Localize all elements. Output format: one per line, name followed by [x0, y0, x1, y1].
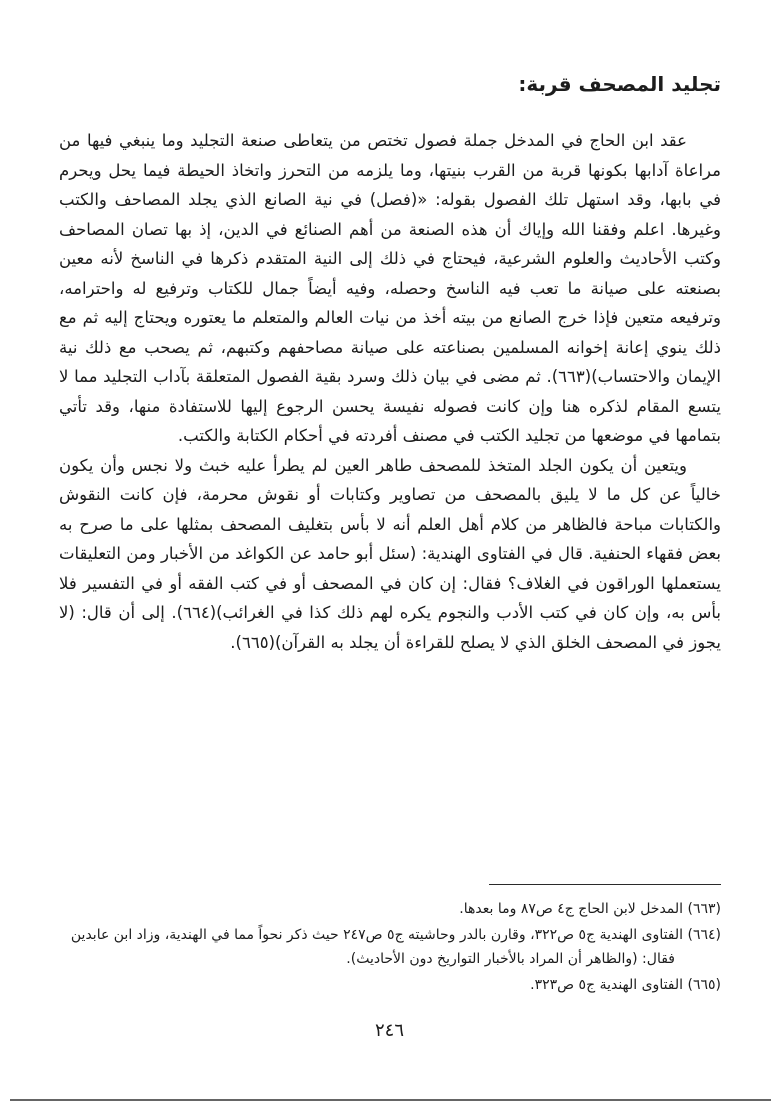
body-paragraph: عقد ابن الحاج في المدخل جملة فصول تختص من يتعاطى صنعة التجليد وما ينبغي فيها من مراعاة آدابها بكونها قربة من القرب بنيتها، وما يلزمه من التحرز واتخاذ الحيطة فيما يحل ويحرم في بابها، وقد استهل تلك الفصول بقوله: «(فصل) في نية الصانع الذي يجلد المصاحف والكتب وغيرها. اعلم وفقنا الله وإياك أن هذه الصنعة من أهم الصنائع في الدين، إذ بها تصان المصاحف وكتب الأحاديث والعلوم الشرعية، فيحتاج في ذلك إلى النية المتقدم ذكرها في الناسخ لأنه معين بصنعته على صيانة ما تعب فيه الناسخ وحصله، وفيه أيضاً جمال للكتاب وترفيع له واحترامه، وترفيعه متعين فإذا خرج الصانع من بيته أخذ من نيات العالم والمتعلم ما يعتوره ويحتاج إليه ثم مع ذلك ينوي إعانة إخوانه المسلمين بصناعته على صيانة مصاحفهم وكتبهم، ثم يصحب مع ذلك نية الإيمان والاحتساب)(٦٦٣). ثم مضى في بيان ذلك وسرد بقية الفصول المتعلقة بآداب التجليد مما لا يتسع المقام لذكره هنا وإن كانت فصوله نفيسة يحسن الرجوع إليها للاستفادة منها، وقد تأتي بتمامها في موضعها من تجليد الكتب في مصنف أفردته في أحكام الكتابة والكتب.: [59, 131, 721, 445]
scan-edge-artifact: [10, 1099, 771, 1101]
footnote: (٦٦٥) الفتاوى الهندية ج٥ ص٣٢٣.: [530, 977, 721, 993]
footnotes-section: [59, 884, 721, 999]
footnote: (٦٦٣) المدخل لابن الحاج ج٤ ص٨٧ وما بعدها.: [459, 901, 721, 917]
section-heading: تجليد المصحف قربة:: [518, 72, 721, 96]
page-content: [59, 72, 721, 657]
footnote-divider: [489, 884, 721, 885]
page-number: ٢٤٦: [374, 1020, 404, 1041]
footnote: (٦٦٤) الفتاوى الهندية ج٥ ص٣٢٢، وقارن بالدر وحاشيته ج٥ ص٢٤٧ حيث ذكر نحواً مما في الهندية، وزاد ابن عابدين فقال: (والظاهر أن المراد بالأخبار التواريخ دون الأحاديث).: [70, 927, 721, 967]
body-paragraph: ويتعين أن يكون الجلد المتخذ للمصحف طاهر العين لم يطرأ عليه خبث ولا نجس وأن يكون خالياً عن كل ما لا يليق بالمصحف من تصاوير وكتابات أو نقوش محرمة، فإن كانت النقوش والكتابات مباحة فالظاهر من كلام أهل العلم أنه لا بأس بتغليف المصحف بمثلها على ما صرح به بعض فقهاء الحنفية. قال في الفتاوى الهندية: (سئل أبو حامد عن الكواغد من الأخبار ومن التعليقات يستعملها الوراقون في الغلاف؟ فقال: إن كان في المصحف أو في كتب الفقه أو في التفسير فلا بأس به، وإن كان في كتب الأدب والنجوم يكره لهم ذلك كذا في الغرائب)(٦٦٤). إلى أن قال: (لا يجوز في المصحف الخلق الذي لا يصلح للقراءة أن يجلد به القرآن)(٦٦٥).: [59, 455, 721, 652]
